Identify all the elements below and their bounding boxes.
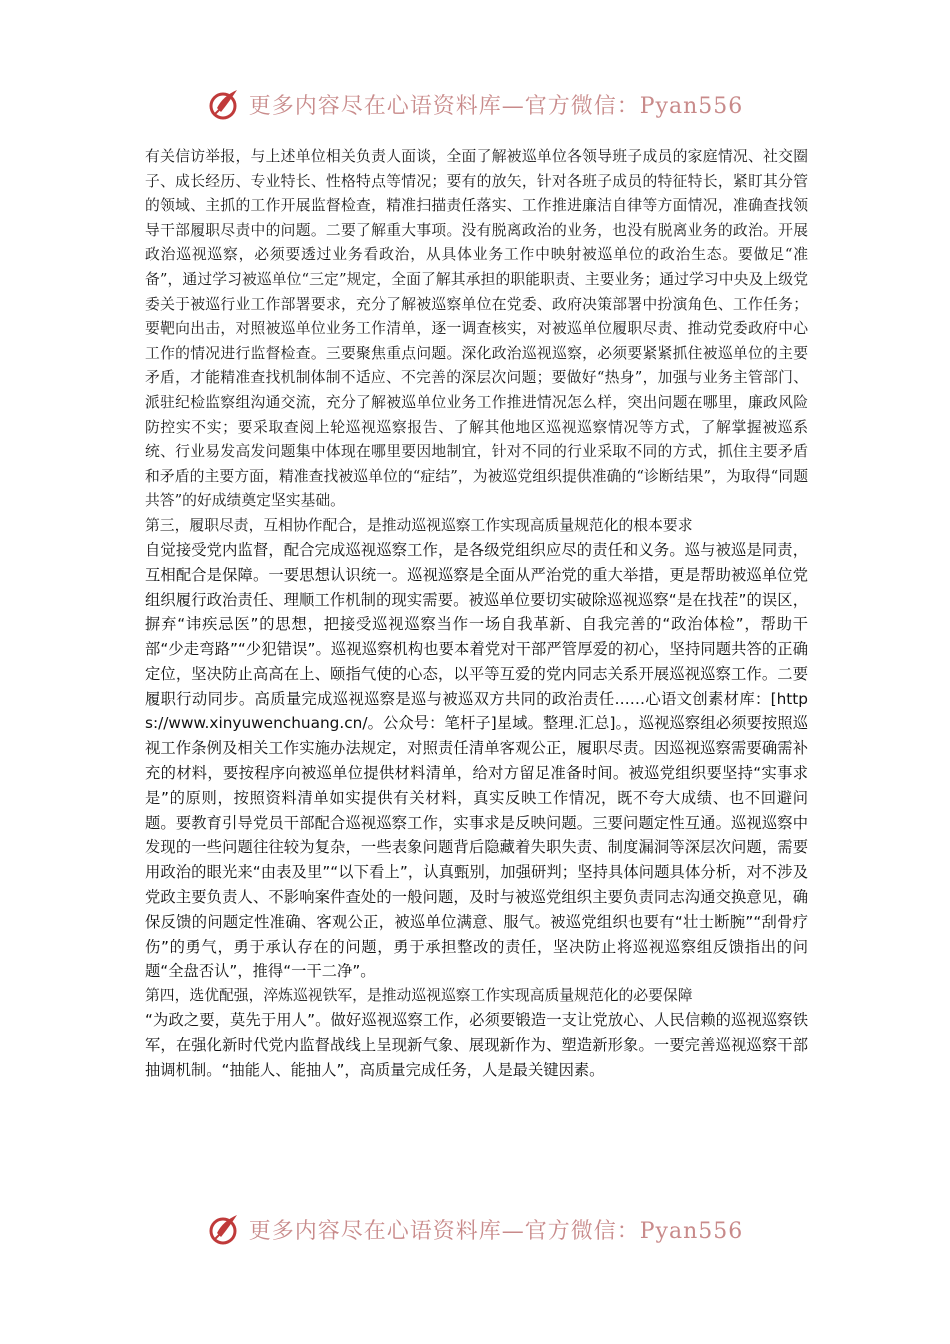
header-banner-text: 更多内容尽在心语资料库—官方微信：Pyan556: [248, 93, 744, 119]
document-body: [145, 145, 808, 1083]
section-heading-3: 第三，履职尽责，互相协作配合，是推动巡视巡察工作实现高质量规范化的根本要求: [145, 516, 693, 534]
paragraph-1: 有关信访举报，与上述单位相关负责人面谈，全面了解被巡单位各领导班子成员的家庭情况、社交圈子、成长经历、专业特长、性格特点等情况；要有的放矢，针对各班子成员的特征特长，紧盯其分管的领域、主抓的工作开展监督检查，精准扫描责任落实、工作推进廉洁自律等方面情况，准确查找领导干部履职尽责中的问题。二要了解重大事项。没有脱离政治的业务，也没有脱离业务的政治。开展政治巡视巡察，必须要透过业务看政治，从具体业务工作中映射被巡单位的政治生态。要做足“准备”，通过学习被巡单位“三定”规定，全面了解其承担的职能职责、主要业务；通过学习中央及上级党委关于被巡行业工作部署要求，充分了解被巡察单位在党委、政府决策部署中扮演角色、工作任务；要靶向出击，对照被巡单位业务工作清单，逐一调查核实，对被巡单位履职尽责、推动党委政府中心工作的情况进行监督检查。三要聚焦重点问题。深化政治巡视巡察，必须要紧紧抓住被巡单位的主要矛盾，才能精准查找机制体制不适应、不完善的深层次问题；要做好“热身”，加强与业务主管部门、派驻纪检监察组沟通交流，充分了解被巡单位业务工作推进情况怎么样，突出问题在哪里，廉政风险防控实不实；要采取查阅上轮巡视巡察报告、了解其他地区巡视巡察情况等方式，了解掌握被巡系统、行业易发高发问题集中体现在哪里要因地制宜，针对不同的行业采取不同的方式，抓住主要矛盾和矛盾的主要方面，精准查找被巡单位的“症结”，为被巡党组织提供准确的“诊断结果”，为取得“同题共答”的好成绩奠定坚实基础。: [145, 148, 808, 510]
paragraph-2: 自觉接受党内监督，配合完成巡视巡察工作，是各级党组织应尽的责任和义务。巡与被巡是同责，互相配合是保障。一要思想认识统一。巡视巡察是全面从严治党的重大举措，更是帮助被巡单位党组织履行政治责任、理顺工作机制的现实需要。被巡单位要切实破除巡视巡察“是在找茬”的误区，摒弃“讳疾忌医”的思想，把接受巡视巡察当作一场自我革新、自我完善的“政治体检”，帮助干部“少走弯路”“少犯错误”。巡视巡察机构也要本着党对干部严管厚爱的初心，坚持同题共答的正确定位，坚决防止高高在上、颐指气使的心态，以平等互爱的党内同志关系开展巡视巡察工作。二要履职行动同步。高质量完成巡视巡察是巡与被巡双方共同的政治责任……心语文创素材库：[https://www.xinyuwenchuang.cn/。公众号：笔杆子]星域。整理.汇总]。，巡视巡察组必须要按照巡视工作条例及相关工作实施办法规定，对照责任清单客观公正，履职尽责。因巡视巡察需要确需补充的材料，要按程序向被巡单位提供材料清单，给对方留足准备时间。被巡党组织要坚持“实事求是”的原则，按照资料清单如实提供有关材料，真实反映工作情况，既不夸大成绩、也不回避问题。要教育引导党员干部配合巡视巡察工作，实事求是反映问题。三要问题定性互通。巡视巡察中发现的一些问题往往较为复杂，一些表象问题背后隐藏着失职失责、制度漏洞等深层次问题，需要用政治的眼光来“由表及里”“以下看上”，认真甄别，加强研判；坚持具体问题具体分析，对不涉及党政主要负责人、不影响案件查处的一般问题，及时与被巡党组织主要负责同志沟通交换意见，确保反馈的问题定性准确、客观公正，被巡单位满意、服气。被巡党组织也要有“壮士断腕”“刮骨疗伤”的勇气，勇于承认存在的问题，勇于承担整改的责任，坚决防止将巡视巡察组反馈指出的问题“全盘否认”，推得“一干二净”。: [145, 540, 808, 981]
paragraph-3: “为政之要，莫先于用人”。做好巡视巡察工作，必须要锻造一支让党放心、人民信赖的巡视巡察铁军，在强化新时代党内监督战线上呈现新气象、展现新作为、塑造新形象。一要完善巡视巡察干部抽调机制。“抽能人、能抽人”，高质量完成任务，人是最关键因素。: [145, 1011, 808, 1079]
pen-logo-icon: [207, 86, 243, 122]
footer-banner: [0, 1207, 950, 1251]
footer-banner-text: 更多内容尽在心语资料库—官方微信：Pyan556: [248, 1218, 744, 1244]
header-banner: [0, 82, 950, 126]
section-heading-4: 第四，选优配强，淬炼巡视铁军，是推动巡视巡察工作实现高质量规范化的必要保障: [145, 987, 693, 1005]
pen-logo-icon: [207, 1211, 243, 1247]
